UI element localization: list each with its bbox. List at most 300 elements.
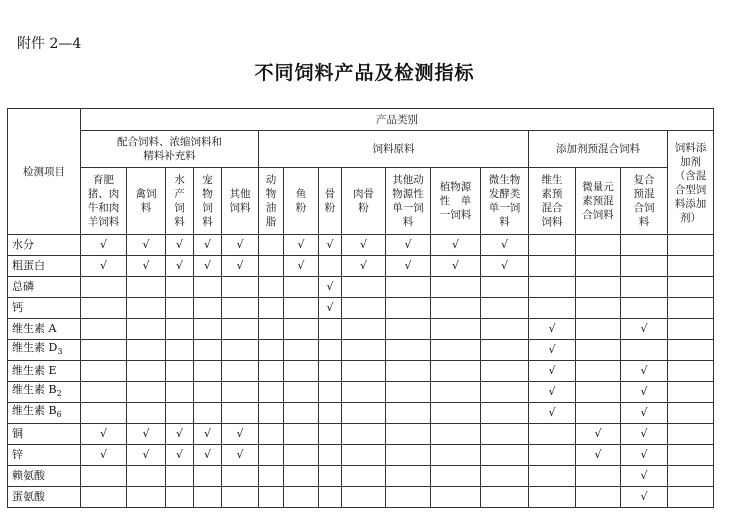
check-cell — [284, 382, 319, 403]
check-cell — [576, 256, 621, 277]
table-row — [8, 403, 714, 424]
check-cell — [529, 487, 576, 508]
column-header-line: 饲料 — [229, 202, 251, 214]
table-row — [8, 382, 714, 403]
check-mark: √ — [640, 364, 648, 377]
check-cell — [342, 445, 386, 466]
check-cell — [81, 487, 127, 508]
check-cell — [342, 382, 386, 403]
column-header-line: 一饲料 — [439, 209, 472, 221]
table-row — [8, 298, 714, 319]
check-cell — [81, 235, 127, 256]
check-cell — [319, 340, 342, 361]
check-cell — [319, 445, 342, 466]
check-cell — [342, 361, 386, 382]
column-header-line: 料 — [174, 216, 185, 228]
check-mark: √ — [203, 238, 211, 251]
item-label-header: 检测项目 — [8, 109, 81, 235]
check-mark: √ — [175, 238, 183, 251]
check-cell — [481, 487, 529, 508]
check-cell — [342, 235, 386, 256]
check-cell — [259, 445, 284, 466]
check-mark: √ — [99, 427, 107, 440]
check-cell — [166, 256, 194, 277]
column-header-line: 粉 — [358, 202, 369, 214]
row-label: 维生素 $B_2$ — [8, 382, 81, 403]
header-row-3 — [8, 168, 714, 235]
check-mark: √ — [594, 427, 602, 440]
check-cell — [431, 382, 481, 403]
attachment-label: 附件 2—4 — [17, 36, 82, 52]
column-header-line: 复合 — [633, 174, 655, 186]
check-mark: √ — [236, 259, 244, 272]
check-mark: √ — [236, 427, 244, 440]
column-header-9 — [386, 168, 431, 235]
check-mark: √ — [640, 469, 648, 482]
check-cell — [431, 340, 481, 361]
check-mark: √ — [359, 238, 367, 251]
check-mark: √ — [548, 406, 556, 419]
column-header-line: 饲料 — [541, 216, 563, 228]
check-cell — [668, 298, 714, 319]
column-header-1 — [127, 168, 166, 235]
check-cell — [166, 424, 194, 445]
check-cell — [386, 361, 431, 382]
table-row — [8, 424, 714, 445]
column-header-6 — [284, 168, 319, 235]
check-cell — [284, 298, 319, 319]
check-cell — [284, 319, 319, 340]
check-cell — [127, 340, 166, 361]
check-mark: √ — [548, 364, 556, 377]
check-cell — [284, 277, 319, 298]
check-cell — [319, 403, 342, 424]
check-cell — [222, 424, 259, 445]
row-label: 粗蛋白 — [8, 256, 81, 277]
check-cell — [481, 319, 529, 340]
check-cell — [319, 235, 342, 256]
check-mark: √ — [640, 322, 648, 335]
table-row — [8, 340, 714, 361]
column-header-5 — [259, 168, 284, 235]
check-cell — [529, 256, 576, 277]
check-mark: √ — [548, 343, 556, 356]
check-mark: √ — [594, 448, 602, 461]
check-cell — [481, 340, 529, 361]
check-cell — [621, 361, 668, 382]
check-cell — [259, 403, 284, 424]
column-header-line: 微量元 — [582, 181, 614, 193]
check-mark: √ — [326, 280, 334, 293]
check-cell — [166, 235, 194, 256]
check-mark: √ — [203, 448, 211, 461]
row-label: 钙 — [8, 298, 81, 319]
column-header-line: 混合 — [541, 202, 563, 214]
check-cell — [166, 319, 194, 340]
check-cell — [386, 235, 431, 256]
row-label: 总磷 — [8, 277, 81, 298]
column-header-line: 油 — [265, 202, 277, 214]
column-header-line: 水 — [174, 174, 185, 186]
check-cell — [222, 277, 259, 298]
column-header-line: 料 — [202, 216, 213, 228]
check-cell — [166, 466, 194, 487]
check-cell — [668, 382, 714, 403]
check-cell — [576, 424, 621, 445]
check-cell — [284, 466, 319, 487]
check-mark: √ — [297, 238, 305, 251]
column-header-line: 鱼 — [295, 188, 307, 200]
check-cell — [222, 298, 259, 319]
check-mark: √ — [640, 448, 648, 461]
check-cell — [222, 340, 259, 361]
check-cell — [621, 277, 668, 298]
check-cell — [319, 319, 342, 340]
column-header-line: 羊饲料 — [87, 216, 120, 228]
check-cell — [194, 445, 222, 466]
check-cell — [529, 424, 576, 445]
column-header-line: 微生物 — [488, 174, 521, 186]
check-mark: √ — [99, 448, 107, 461]
check-mark: √ — [326, 301, 334, 314]
check-cell — [166, 298, 194, 319]
column-header-line: 肉骨 — [353, 188, 374, 200]
check-cell — [284, 235, 319, 256]
check-cell — [222, 445, 259, 466]
group-compound-header: 配合饲料、浓缩饲料和 精料补充料 — [81, 131, 259, 168]
check-cell — [386, 403, 431, 424]
check-cell — [621, 445, 668, 466]
check-cell — [81, 424, 127, 445]
column-header-line: 禽饲 — [135, 188, 157, 200]
column-header-3 — [194, 168, 222, 235]
check-cell — [194, 256, 222, 277]
check-mark: √ — [175, 427, 183, 440]
check-mark: √ — [175, 259, 183, 272]
check-cell — [342, 487, 386, 508]
column-header-line: 发酵类 — [488, 188, 521, 200]
check-mark: √ — [451, 259, 459, 272]
check-cell — [529, 466, 576, 487]
check-mark: √ — [326, 238, 334, 251]
check-cell — [481, 382, 529, 403]
column-header-line: 育肥 — [93, 174, 114, 186]
check-mark: √ — [500, 259, 508, 272]
column-header-12 — [529, 168, 576, 235]
check-cell — [194, 340, 222, 361]
column-header-line: 骨 — [324, 188, 336, 200]
check-cell — [576, 277, 621, 298]
check-cell — [127, 445, 166, 466]
check-cell — [222, 403, 259, 424]
column-header-8 — [342, 168, 386, 235]
check-cell — [222, 256, 259, 277]
row-label: 维生素 $D_3$ — [8, 340, 81, 361]
column-header-line: 素预 — [541, 188, 563, 200]
check-cell — [194, 424, 222, 445]
check-cell — [529, 235, 576, 256]
row-label: 锌 — [8, 445, 81, 466]
check-cell — [386, 256, 431, 277]
check-cell — [668, 319, 714, 340]
check-cell — [576, 298, 621, 319]
column-header-line: 动 — [265, 174, 277, 186]
check-mark: √ — [640, 385, 648, 398]
check-cell — [621, 382, 668, 403]
check-cell — [668, 424, 714, 445]
inspection-table — [7, 108, 714, 508]
column-header-line: 猪、肉 — [87, 188, 120, 200]
check-cell — [127, 403, 166, 424]
group-premix-header: 添加剂预混合饲料 — [529, 131, 668, 168]
table-row — [8, 319, 714, 340]
column-header-line: 料 — [402, 216, 414, 228]
check-cell — [259, 298, 284, 319]
check-mark: √ — [203, 427, 211, 440]
check-cell — [194, 466, 222, 487]
check-cell — [127, 466, 166, 487]
check-cell — [194, 235, 222, 256]
column-header-line: 单一饲 — [488, 202, 521, 214]
check-cell — [127, 487, 166, 508]
check-cell — [127, 277, 166, 298]
check-cell — [319, 256, 342, 277]
check-cell — [166, 403, 194, 424]
check-cell — [81, 277, 127, 298]
column-header-14 — [621, 168, 668, 235]
column-header-line: 素预混 — [582, 195, 614, 207]
table-row — [8, 487, 714, 508]
check-cell — [342, 424, 386, 445]
column-header-line: 料 — [140, 202, 152, 214]
check-cell — [222, 487, 259, 508]
check-cell — [284, 361, 319, 382]
check-cell — [431, 277, 481, 298]
header-row-1 — [8, 109, 714, 131]
group-raw-header: 饲料原料 — [259, 131, 529, 168]
column-header-line: 合饲 — [633, 202, 655, 214]
check-cell — [431, 424, 481, 445]
table-row — [8, 277, 714, 298]
check-cell — [529, 403, 576, 424]
check-cell — [431, 256, 481, 277]
check-cell — [576, 235, 621, 256]
check-cell — [668, 235, 714, 256]
check-cell — [576, 382, 621, 403]
check-mark: √ — [297, 259, 305, 272]
check-cell — [481, 445, 529, 466]
column-header-line: 料 — [499, 216, 510, 228]
column-header-line: 宠 — [202, 174, 213, 186]
check-cell — [529, 298, 576, 319]
check-cell — [668, 340, 714, 361]
check-cell — [127, 361, 166, 382]
check-cell — [342, 466, 386, 487]
check-mark: √ — [548, 385, 556, 398]
check-cell — [621, 298, 668, 319]
document-title: 不同饲料产品及检测指标 — [254, 62, 475, 84]
check-cell — [127, 235, 166, 256]
check-cell — [319, 382, 342, 403]
check-cell — [319, 466, 342, 487]
row-label: 水分 — [8, 235, 81, 256]
check-cell — [166, 361, 194, 382]
check-cell — [621, 403, 668, 424]
column-header-line: 性 单 — [439, 195, 472, 207]
check-cell — [194, 487, 222, 508]
check-cell — [668, 487, 714, 508]
check-cell — [431, 319, 481, 340]
check-cell — [166, 340, 194, 361]
check-cell — [621, 235, 668, 256]
column-header-13 — [576, 168, 621, 235]
check-cell — [668, 361, 714, 382]
check-cell — [319, 424, 342, 445]
column-header-line: 料 — [638, 216, 650, 228]
column-header-2 — [166, 168, 194, 235]
table-row — [8, 445, 714, 466]
column-header-line: 饲 — [202, 202, 213, 214]
check-cell — [259, 487, 284, 508]
check-cell — [81, 319, 127, 340]
check-cell — [259, 382, 284, 403]
check-cell — [81, 466, 127, 487]
column-header-line: 物 — [202, 188, 213, 200]
check-cell — [259, 361, 284, 382]
check-cell — [284, 445, 319, 466]
check-cell — [668, 277, 714, 298]
check-cell — [127, 319, 166, 340]
check-cell — [194, 277, 222, 298]
column-header-line: 物 — [265, 188, 277, 200]
check-cell — [386, 466, 431, 487]
column-header-line: 牛和肉 — [87, 202, 120, 214]
column-header-7 — [319, 168, 342, 235]
check-cell — [529, 361, 576, 382]
check-cell — [481, 361, 529, 382]
check-cell — [481, 235, 529, 256]
column-header-line: 粉 — [295, 202, 307, 214]
check-cell — [576, 319, 621, 340]
check-cell — [576, 487, 621, 508]
check-cell — [284, 256, 319, 277]
row-label: 蛋氨酸 — [8, 487, 81, 508]
check-cell — [222, 361, 259, 382]
check-cell — [576, 445, 621, 466]
check-cell — [284, 487, 319, 508]
check-cell — [259, 235, 284, 256]
row-label: 维生素 $B_6$ — [8, 403, 81, 424]
check-cell — [194, 403, 222, 424]
check-mark: √ — [236, 448, 244, 461]
check-mark: √ — [548, 322, 556, 335]
check-cell — [342, 403, 386, 424]
check-cell — [529, 319, 576, 340]
check-cell — [259, 466, 284, 487]
table-row — [8, 235, 714, 256]
check-mark: √ — [640, 406, 648, 419]
column-header-line: 脂 — [265, 216, 277, 228]
check-cell — [621, 319, 668, 340]
check-cell — [621, 256, 668, 277]
check-cell — [166, 487, 194, 508]
check-cell — [81, 256, 127, 277]
check-cell — [259, 424, 284, 445]
check-cell — [576, 340, 621, 361]
check-cell — [127, 424, 166, 445]
check-cell — [529, 382, 576, 403]
check-cell — [127, 256, 166, 277]
check-cell — [81, 340, 127, 361]
check-cell — [319, 361, 342, 382]
column-header-line: 合饲料 — [582, 209, 614, 221]
check-cell — [222, 235, 259, 256]
check-cell — [342, 319, 386, 340]
check-cell — [386, 319, 431, 340]
check-cell — [621, 466, 668, 487]
check-mark: √ — [359, 259, 367, 272]
check-cell — [284, 340, 319, 361]
check-cell — [431, 487, 481, 508]
check-cell — [529, 340, 576, 361]
check-cell — [481, 298, 529, 319]
check-cell — [576, 361, 621, 382]
table-row — [8, 256, 714, 277]
check-cell — [81, 298, 127, 319]
check-cell — [319, 277, 342, 298]
check-cell — [431, 361, 481, 382]
check-cell — [127, 382, 166, 403]
check-mark: √ — [99, 259, 107, 272]
product-category-header: 产品类别 — [81, 109, 714, 131]
check-cell — [194, 298, 222, 319]
check-mark: √ — [142, 238, 150, 251]
check-cell — [222, 319, 259, 340]
check-cell — [386, 277, 431, 298]
check-cell — [342, 256, 386, 277]
check-cell — [342, 277, 386, 298]
check-cell — [81, 361, 127, 382]
check-cell — [386, 340, 431, 361]
check-cell — [319, 298, 342, 319]
check-mark: √ — [142, 259, 150, 272]
column-header-line: 饲 — [174, 202, 185, 214]
check-cell — [386, 445, 431, 466]
check-cell — [529, 445, 576, 466]
check-cell — [576, 403, 621, 424]
check-mark: √ — [175, 448, 183, 461]
column-header-line: 维生 — [541, 174, 563, 186]
check-cell — [431, 445, 481, 466]
check-cell — [386, 382, 431, 403]
check-cell — [621, 340, 668, 361]
column-header-10 — [431, 168, 481, 235]
check-mark: √ — [404, 259, 412, 272]
check-cell — [431, 466, 481, 487]
check-cell — [259, 340, 284, 361]
check-cell — [342, 340, 386, 361]
check-cell — [621, 487, 668, 508]
check-mark: √ — [236, 238, 244, 251]
check-cell — [194, 361, 222, 382]
column-header-4 — [222, 168, 259, 235]
check-cell — [621, 424, 668, 445]
column-header-line: 其他动 — [392, 174, 424, 186]
check-cell — [386, 298, 431, 319]
column-header-line: 粉 — [324, 202, 336, 214]
check-cell — [576, 466, 621, 487]
check-cell — [222, 382, 259, 403]
